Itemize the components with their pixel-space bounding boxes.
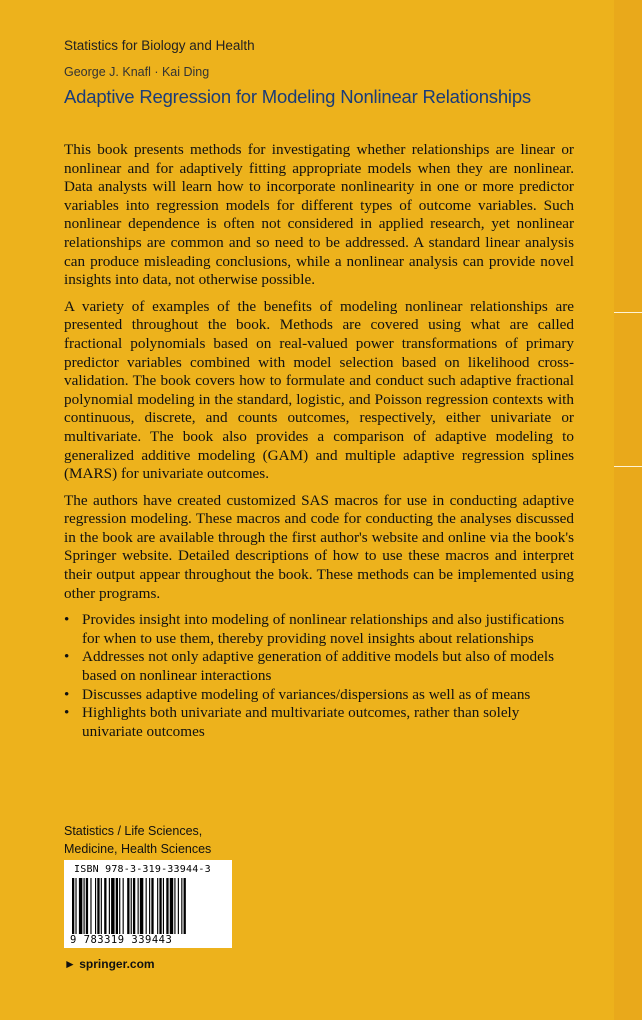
bullet-icon: • <box>64 685 70 703</box>
blurb <box>64 141 574 741</box>
feature-item <box>64 686 574 705</box>
blurb-paragraph: This book presents methods for investigating whether relationships are linear or nonlinear and for adaptively fitting appropriate models when they are nonlinear. Data analysts will learn how to incorporate nonlinearity in one or more predictor variables into regression models for different types of outcome variables. Such nonlinear dependence is often not considered in applied research, yet nonlinear relationships are common and so need to be addressed. A standard linear analysis can produce misleading conclusions, while a nonlinear analysis can provide novel insights into data, not otherwise possible. <box>64 141 574 289</box>
isbn-text: ISBN 978-3-319-33944-3 <box>74 864 211 875</box>
blurb-paragraph: The authors have created customized SAS macros for use in conducting adaptive regression modeling. These macros and code for conducting the analyses discussed in the book are available through the first author's website and online via the book's Springer website. Detailed descriptions of how to use these macros and interpret their output appear throughout the book. These methods can be implemented using other programs. <box>64 491 574 602</box>
band-divider-top <box>614 312 642 313</box>
authors: George J. Knafl · Kai Ding <box>64 65 210 79</box>
band-divider-bottom <box>614 466 642 467</box>
publisher <box>64 957 155 971</box>
bullet-icon: • <box>64 611 70 629</box>
arrow-icon: ► <box>64 957 76 971</box>
isbn-barcode <box>64 860 232 948</box>
feature-item <box>64 648 574 685</box>
book-title: Adaptive Regression for Modeling Nonlinear Relationships <box>64 86 531 107</box>
spine-edge-band <box>614 0 642 1020</box>
subject-line: Statistics / Life Sciences, <box>64 824 203 838</box>
feature-item <box>64 704 574 741</box>
bullet-icon: • <box>64 704 70 722</box>
barcode-icon <box>72 878 224 934</box>
barcode-number: 9 783319 339443 <box>70 934 173 946</box>
subject-category <box>64 822 211 858</box>
feature-text: Highlights both univariate and multivariate outcomes, rather than solely univariate outcomes <box>82 704 520 740</box>
feature-list <box>64 611 574 741</box>
publisher-url: springer.com <box>79 957 155 971</box>
feature-item <box>64 611 574 648</box>
subject-line: Medicine, Health Sciences <box>64 842 212 856</box>
series-name: Statistics for Biology and Health <box>64 38 255 53</box>
feature-text: Discusses adaptive modeling of variances/dispersions as well as of means <box>82 685 531 703</box>
feature-text: Addresses not only adaptive generation of additive models but also of models based on nonlinear interactions <box>82 648 554 685</box>
bullet-icon: • <box>64 648 70 666</box>
blurb-paragraph: A variety of examples of the benefits of modeling nonlinear relationships are presented throughout the book. Methods are covered using what are called fractional polynomials based on real-valued power transformations of primary predictor variables combined with model selection based on likelihood cross-validation. The book covers how to formulate and conduct such adaptive fractional polynomial modeling in the standard, logistic, and Poisson regression contexts with continuous, discrete, and counts outcomes, respectively, either univariate or multivariate. The book also provides a comparison of adaptive modeling to generalized additive modeling (GAM) and multiple adaptive regression splines (MARS) for univariate outcomes. <box>64 297 574 483</box>
feature-text: Provides insight into modeling of nonlinear relationships and also justifications for when to use them, thereby providing novel insights about relationships <box>82 611 565 647</box>
